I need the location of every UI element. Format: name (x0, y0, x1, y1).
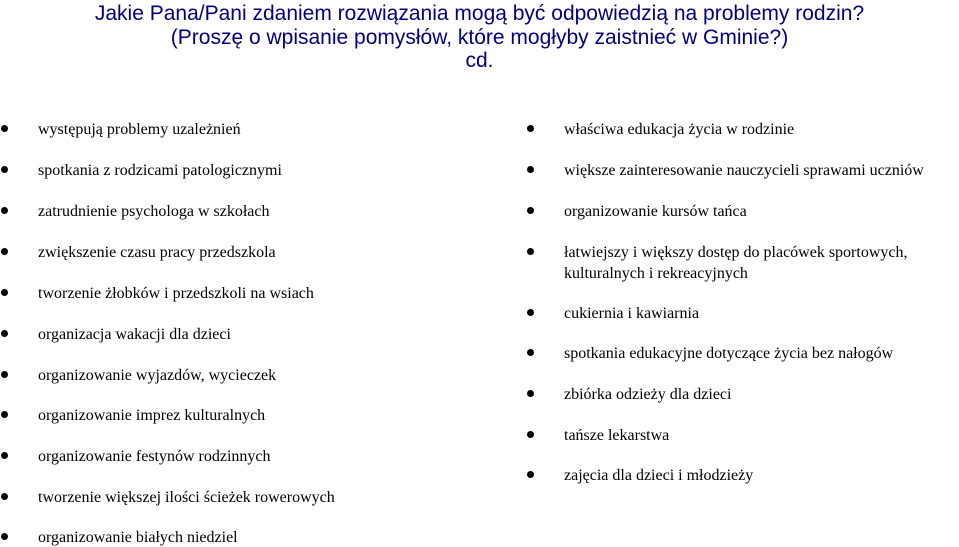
right-bullet-list (526, 0, 959, 547)
title-line-3: cd. (465, 49, 494, 72)
list-item: zwiększenie czasu pracy przedszkola (0, 243, 276, 262)
list-item: spotkania z rodzicami patologicznymi (0, 161, 282, 180)
list-item: organizowanie białych niedziel (0, 528, 238, 547)
bullet-icon (1, 533, 8, 540)
bullet-icon (527, 431, 534, 438)
list-item: właściwa edukacja życia w rodzinie (526, 120, 794, 139)
list-item: tańsze lekarstwa (526, 426, 669, 445)
list-item: zatrudnienie psychologa w szkołach (0, 202, 269, 221)
list-item: organizacja wakacji dla dzieci (0, 325, 231, 344)
list-item: tworzenie żłobków i przedszkoli na wsiach (0, 284, 314, 303)
bullet-icon (1, 289, 8, 296)
list-item: łatwiejszy i większy dostęp do placówek sportowych, (526, 243, 907, 262)
bullet-icon (1, 330, 8, 337)
list-item: organizowanie wyjazdów, wycieczek (0, 366, 276, 385)
list-item: cukiernia i kawiarnia (526, 304, 699, 323)
list-item-continuation: kulturalnych i rekreacyjnych (564, 265, 748, 282)
bullet-icon (527, 207, 534, 214)
list-item: większe zainteresowanie nauczycieli sprawami uczniów (526, 161, 924, 180)
list-item: organizowanie kursów tańca (526, 202, 747, 221)
bullet-icon (1, 207, 8, 214)
bullet-icon (527, 309, 534, 316)
title-line-1: Jakie Pana/Pani zdaniem rozwiązania mogą być odpowiedzią na problemy rodzin? (94, 2, 865, 25)
list-item: organizowanie festynów rodzinnych (0, 447, 271, 466)
list-item: organizowanie imprez kulturalnych (0, 406, 265, 425)
bullet-icon (1, 452, 8, 459)
list-item: zajęcia dla dzieci i młodzieży (526, 466, 753, 485)
bullet-icon (1, 371, 8, 378)
bullet-icon (527, 248, 534, 255)
list-item: występują problemy uzależnień (0, 120, 241, 139)
bullet-icon (1, 493, 8, 500)
bullet-icon (1, 248, 8, 255)
bullet-icon (1, 125, 8, 132)
list-item: tworzenie większej ilości ścieżek rowerowych (0, 488, 335, 507)
list-item: zbiórka odzieży dla dzieci (526, 385, 731, 404)
bullet-icon (527, 125, 534, 132)
bullet-icon (527, 166, 534, 173)
bullet-icon (527, 390, 534, 397)
list-item: spotkania edukacyjne dotyczące życia bez nałogów (526, 344, 893, 363)
bullet-icon (1, 411, 8, 418)
bullet-icon (527, 471, 534, 478)
title-line-2: (Proszę o wpisanie pomysłów, które mogłyby zaistnieć w Gminie?) (170, 25, 789, 49)
bullet-icon (1, 166, 8, 173)
bullet-icon (527, 349, 534, 356)
